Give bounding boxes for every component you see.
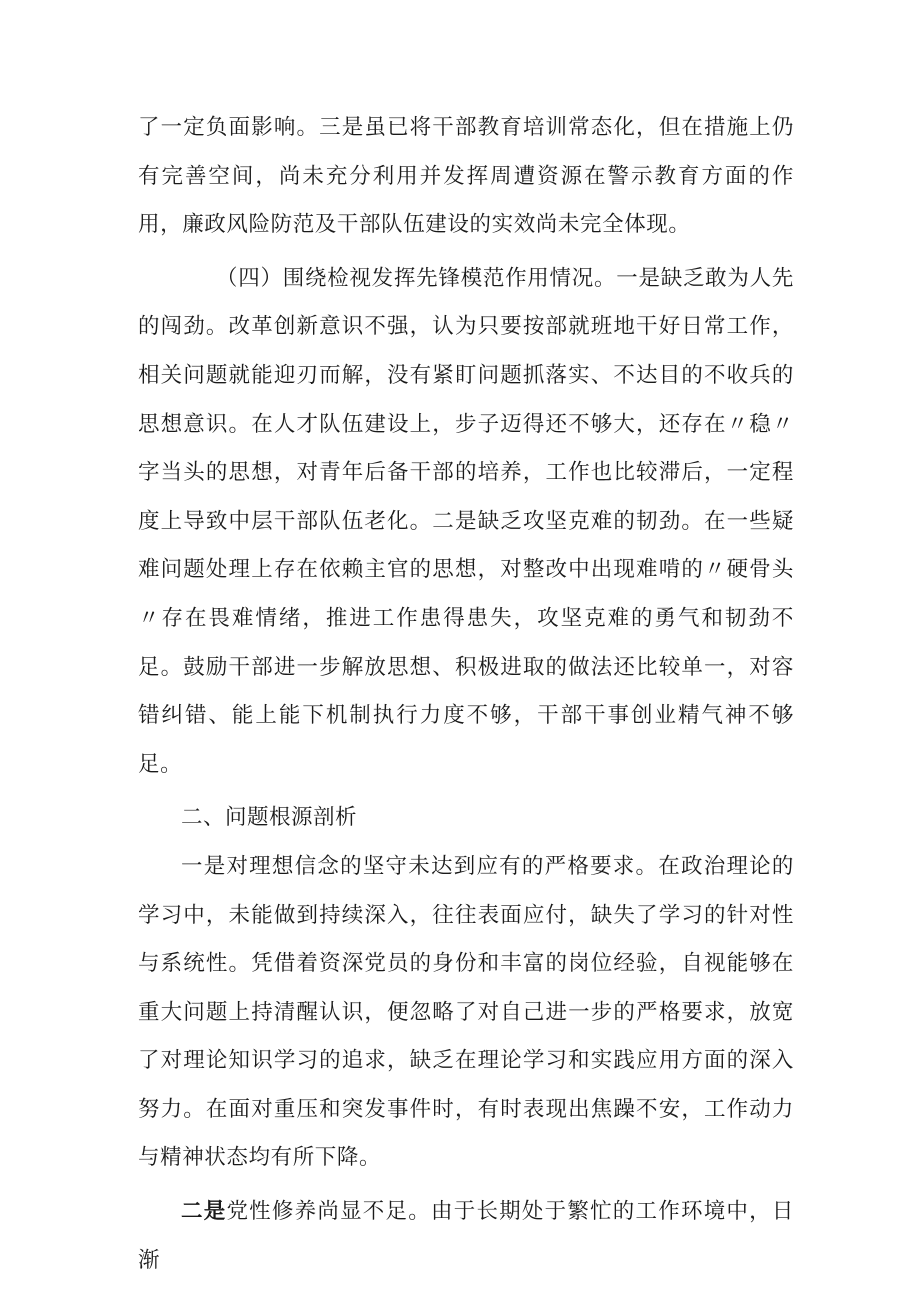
paragraph-body: 党性修养尚显不足。由于长期处于繁忙的工作环境中，日渐	[138, 1199, 794, 1273]
document-page	[138, 104, 794, 1285]
paragraph-party-spirit	[138, 1188, 794, 1285]
paragraph-section-four: （四）围绕检视发挥先锋模范作用情况。一是缺乏敢为人先的闯劲。改革创新意识不强，认为只要按部就班地干好日常工作，相关问题就能迎刃而解，没有紧盯问题抓落实、不达目的不收兵的思想意识。在人才队伍建设上，步子迈得还不够大，还存在〃稳〃字当头的思想，对青年后备干部的培养，工作也比较滞后，一定程度上导致中层干部队伍老化。二是缺乏攻坚克难的韧劲。在一些疑难问题处理上存在依赖主官的思想，对整改中出现难啃的〃硬骨头〃存在畏难情绪，推进工作患得患失，攻坚克难的勇气和韧劲不足。鼓励干部进一步解放思想、积极进取的做法还比较单一，对容错纠错、能上能下机制执行力度不够，干部干事创业精气神不够足。	[138, 265, 794, 777]
paragraph-continuation: 了一定负面影响。三是虽已将干部教育培训常态化，但在措施上仍有完善空间，尚未充分利用并发挥周遭资源在警示教育方面的作用，廉政风险防范及干部队伍建设的实效尚未完全体现。	[138, 115, 794, 238]
paragraph-ideals: 一是对理想信念的坚守未达到应有的严格要求。在政治理论的学习中，未能做到持续深入，往往表面应付，缺失了学习的针对性与系统性。凭借着资深党员的身份和丰富的岗位经验，自视能够在重大问题上持清醒认识，便忽略了对自己进一步的严格要求，放宽了对理论知识学习的追求，缺乏在理论学习和实践应用方面的深入努力。在面对重压和突发事件时，有时表现出焦躁不安，工作动力与精神状态均有所下降。	[138, 853, 794, 1171]
paragraph-lead: 二是	[181, 1199, 227, 1225]
section-heading: 二、问题根源剖析	[181, 805, 358, 831]
